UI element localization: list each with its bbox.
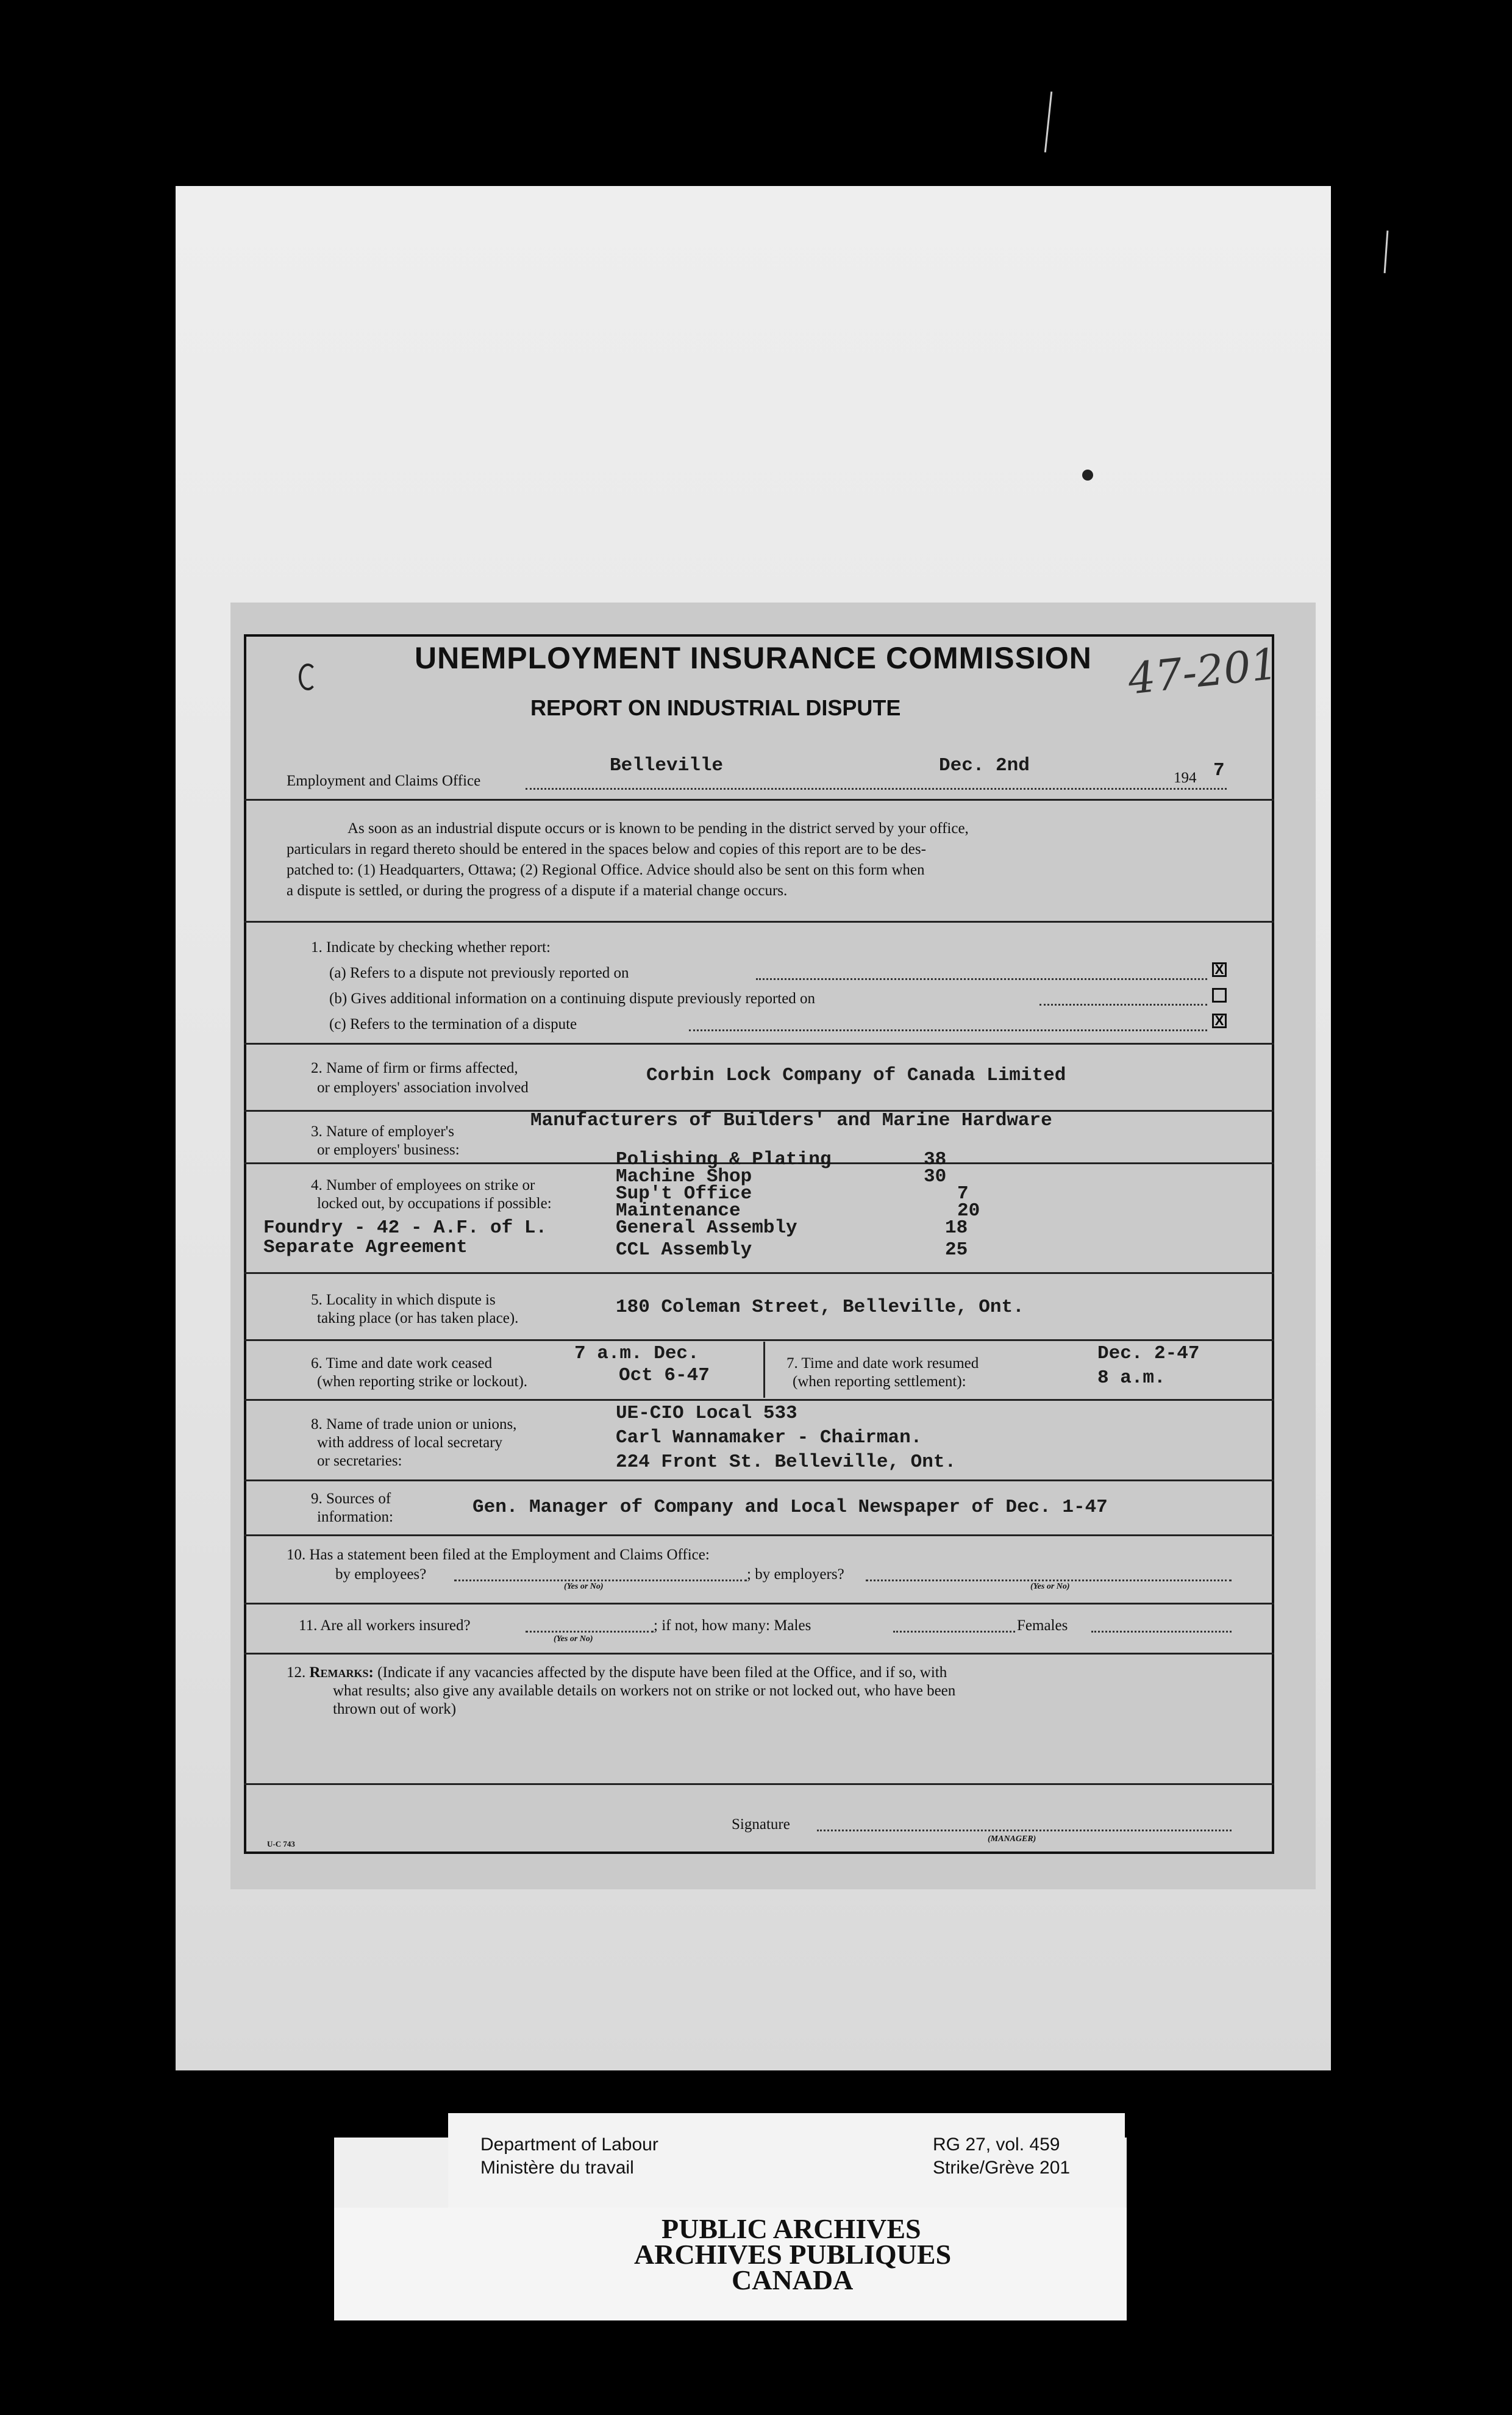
film-scratch <box>1384 231 1389 273</box>
q3-label-1: 3. Nature of employer's <box>311 1123 454 1140</box>
dept-fr: Ministère du travail <box>480 2158 634 2178</box>
instruction-line: particulars in regard thereto should be entered in the spaces below and copies of this report are to be des- <box>287 841 926 857</box>
q8-label-1: 8. Name of trade union or unions, <box>311 1416 517 1433</box>
q6-value-1: 7 a.m. Dec. <box>574 1343 699 1364</box>
q12-remarks <box>287 1664 1244 1719</box>
q5-label-2: taking place (or has taken place). <box>317 1310 519 1326</box>
divider <box>244 1603 1274 1605</box>
form-title: UNEMPLOYMENT INSURANCE COMMISSION <box>415 641 1092 675</box>
q12-number: 12. <box>287 1664 306 1681</box>
manager-label: (MANAGER) <box>988 1834 1036 1844</box>
divider <box>244 1534 1274 1536</box>
q7-value-2: 8 a.m. <box>1097 1367 1166 1389</box>
q8-label-2: with address of local secretary <box>317 1434 503 1451</box>
q5-label-1: 5. Locality in which dispute is <box>311 1292 496 1308</box>
q1-option-a: (a) Refers to a dispute not previously reported on <box>329 965 629 981</box>
divider <box>244 1399 1274 1401</box>
q6-label-2: (when reporting strike or lockout). <box>317 1373 528 1390</box>
q1-a-dots <box>756 978 1207 980</box>
date-value: Dec. 2nd <box>939 755 1030 776</box>
occupation: Maintenance <box>616 1200 741 1222</box>
q4-label-2: locked out, by occupations if possible: <box>317 1195 552 1212</box>
instruction-line: patched to: (1) Headquarters, Ottawa; (2) Regional Office. Advice should also be sent on this form when <box>287 862 925 878</box>
signature-label: Signature <box>732 1816 790 1833</box>
q1-c-dots <box>689 1029 1207 1031</box>
q7-value-1: Dec. 2-47 <box>1097 1343 1200 1364</box>
q8-value-3: 224 Front St. Belleville, Ont. <box>616 1451 957 1473</box>
signature-field[interactable] <box>817 1830 1232 1831</box>
count: 20 <box>957 1200 980 1222</box>
q4-label-1: 4. Number of employees on strike or <box>311 1177 535 1193</box>
year-prefix: 194 <box>1174 770 1197 786</box>
list-item <box>616 1239 1030 1261</box>
office-label: Employment and Claims Office <box>287 773 481 789</box>
q3-label-2: or employers' business: <box>317 1142 460 1158</box>
q6-q7-separator <box>763 1342 765 1398</box>
q12-text-3: thrown out of work) <box>333 1701 457 1717</box>
form-code: U-C 743 <box>267 1839 295 1848</box>
q9-value: Gen. Manager of Company and Local Newspaper of Dec. 1-47 <box>472 1497 1108 1518</box>
q10-by-employers: ; by employers? <box>747 1566 844 1583</box>
q4-side-note-2: Separate Agreement <box>263 1237 468 1258</box>
q9-label-1: 9. Sources of <box>311 1490 391 1507</box>
divider <box>244 1783 1274 1785</box>
ref-strike: Strike/Grève 201 <box>933 2158 1071 2178</box>
punch-hole <box>299 664 317 690</box>
divider <box>244 1653 1274 1655</box>
q11-if-not: ; if not, how many: Males <box>654 1617 811 1634</box>
q10-label: 10. Has a statement been filed at the Employment and Claims Office: <box>287 1547 710 1563</box>
handwritten-file-number: 47-201 <box>1125 639 1280 704</box>
q11-males-field[interactable] <box>893 1631 1015 1633</box>
q1-checkbox-c[interactable]: X <box>1212 1014 1227 1028</box>
q11-insured-field[interactable] <box>526 1631 654 1633</box>
instructions <box>287 818 1238 901</box>
q8-value-1: UE-CIO Local 533 <box>616 1403 797 1424</box>
count: 18 <box>945 1217 968 1239</box>
count: 7 <box>957 1183 969 1204</box>
q2-label-2: or employers' association involved <box>317 1079 529 1096</box>
q1-option-b: (b) Gives additional information on a continuing dispute previously reported on <box>329 990 816 1007</box>
q8-value-2: Carl Wannamaker - Chairman. <box>616 1427 922 1448</box>
ref-vol: RG 27, vol. 459 <box>933 2134 1060 2155</box>
divider <box>244 1479 1274 1481</box>
occupation: General Assembly <box>616 1217 797 1239</box>
q10-employees-field[interactable] <box>454 1580 747 1581</box>
form-subtitle: REPORT ON INDUSTRIAL DISPUTE <box>530 695 901 720</box>
q12-remarks-title: Remarks: <box>309 1664 374 1681</box>
q6-value-2: Oct 6-47 <box>619 1365 710 1386</box>
occupation: CCL Assembly <box>616 1239 752 1261</box>
q1-option-c: (c) Refers to the termination of a dispute <box>329 1016 577 1032</box>
q5-value: 180 Coleman Street, Belleville, Ont. <box>616 1297 1024 1318</box>
q7-label-1: 7. Time and date work resumed <box>786 1355 979 1372</box>
q2-value: Corbin Lock Company of Canada Limited <box>646 1065 1066 1086</box>
list-item <box>616 1200 1030 1222</box>
q7-label-2: (when reporting settlement): <box>793 1373 966 1390</box>
q10-yes-no-1: (Yes or No) <box>564 1582 604 1591</box>
count: 30 <box>924 1166 947 1187</box>
divider <box>244 1043 1274 1045</box>
stamp-archives-publiques: ARCHIVES PUBLIQUES <box>634 2239 952 2270</box>
divider <box>244 1339 1274 1341</box>
office-value: Belleville <box>610 755 724 776</box>
q10-employers-field[interactable] <box>866 1580 1232 1581</box>
q1-label: 1. Indicate by checking whether report: <box>311 939 551 956</box>
divider <box>244 1272 1274 1274</box>
q1-b-dots <box>1040 1004 1207 1006</box>
q11-females-field[interactable] <box>1091 1631 1232 1633</box>
q11-yes-no: (Yes or No) <box>554 1634 593 1644</box>
q1-checkbox-a[interactable]: X <box>1212 962 1227 977</box>
q3-value: Manufacturers of Builders' and Marine Hardware <box>530 1110 1052 1131</box>
office-dotted-line <box>526 788 1227 790</box>
stamp-canada: CANADA <box>732 2264 854 2295</box>
q8-label-3: or secretaries: <box>317 1453 402 1469</box>
q2-label-1: 2. Name of firm or firms affected, <box>311 1060 518 1076</box>
list-item <box>616 1217 1030 1239</box>
q4-side-note-1: Foundry - 42 - A.F. of L. <box>263 1217 547 1239</box>
q12-line-1 <box>287 1664 1244 1682</box>
count: 25 <box>945 1239 968 1261</box>
q9-label-2: information: <box>317 1509 393 1525</box>
q6-label-1: 6. Time and date work ceased <box>311 1355 493 1372</box>
occupation: Polishing & Plating <box>616 1149 832 1170</box>
q12-text-1: (Indicate if any vacancies affected by the dispute have been filed at the Office, and if so, with <box>377 1664 947 1681</box>
occupation: Machine Shop <box>616 1166 752 1187</box>
q11-females: Females <box>1017 1617 1068 1634</box>
film-scratch <box>1044 91 1052 152</box>
instruction-line: As soon as an industrial dispute occurs or is known to be pending in the district served by your office, <box>348 820 969 837</box>
q10-yes-no-2: (Yes or No) <box>1030 1582 1070 1591</box>
stamp-public-archives: PUBLIC ARCHIVES <box>661 2213 921 2244</box>
year-digit: 7 <box>1213 760 1225 781</box>
q10-by-employees: by employees? <box>335 1566 427 1583</box>
instruction-line: a dispute is settled, or during the progress of a dispute if a material change occurs. <box>287 882 788 899</box>
list-item <box>616 1166 1030 1187</box>
q4-occupation-list <box>616 1149 1030 1261</box>
q11-label: 11. Are all workers insured? <box>299 1617 471 1634</box>
q1-checkbox-b[interactable] <box>1212 988 1227 1003</box>
divider <box>244 799 1274 801</box>
list-item <box>616 1183 1030 1204</box>
list-item <box>616 1149 1030 1170</box>
dept-en: Department of Labour <box>480 2134 658 2155</box>
divider <box>244 921 1274 923</box>
count: 38 <box>924 1149 947 1170</box>
ink-speck <box>1082 470 1093 481</box>
occupation: Sup't Office <box>616 1183 752 1204</box>
q12-text-2: what results; also give any available details on workers not on strike or not locked out, who have been <box>333 1683 956 1699</box>
